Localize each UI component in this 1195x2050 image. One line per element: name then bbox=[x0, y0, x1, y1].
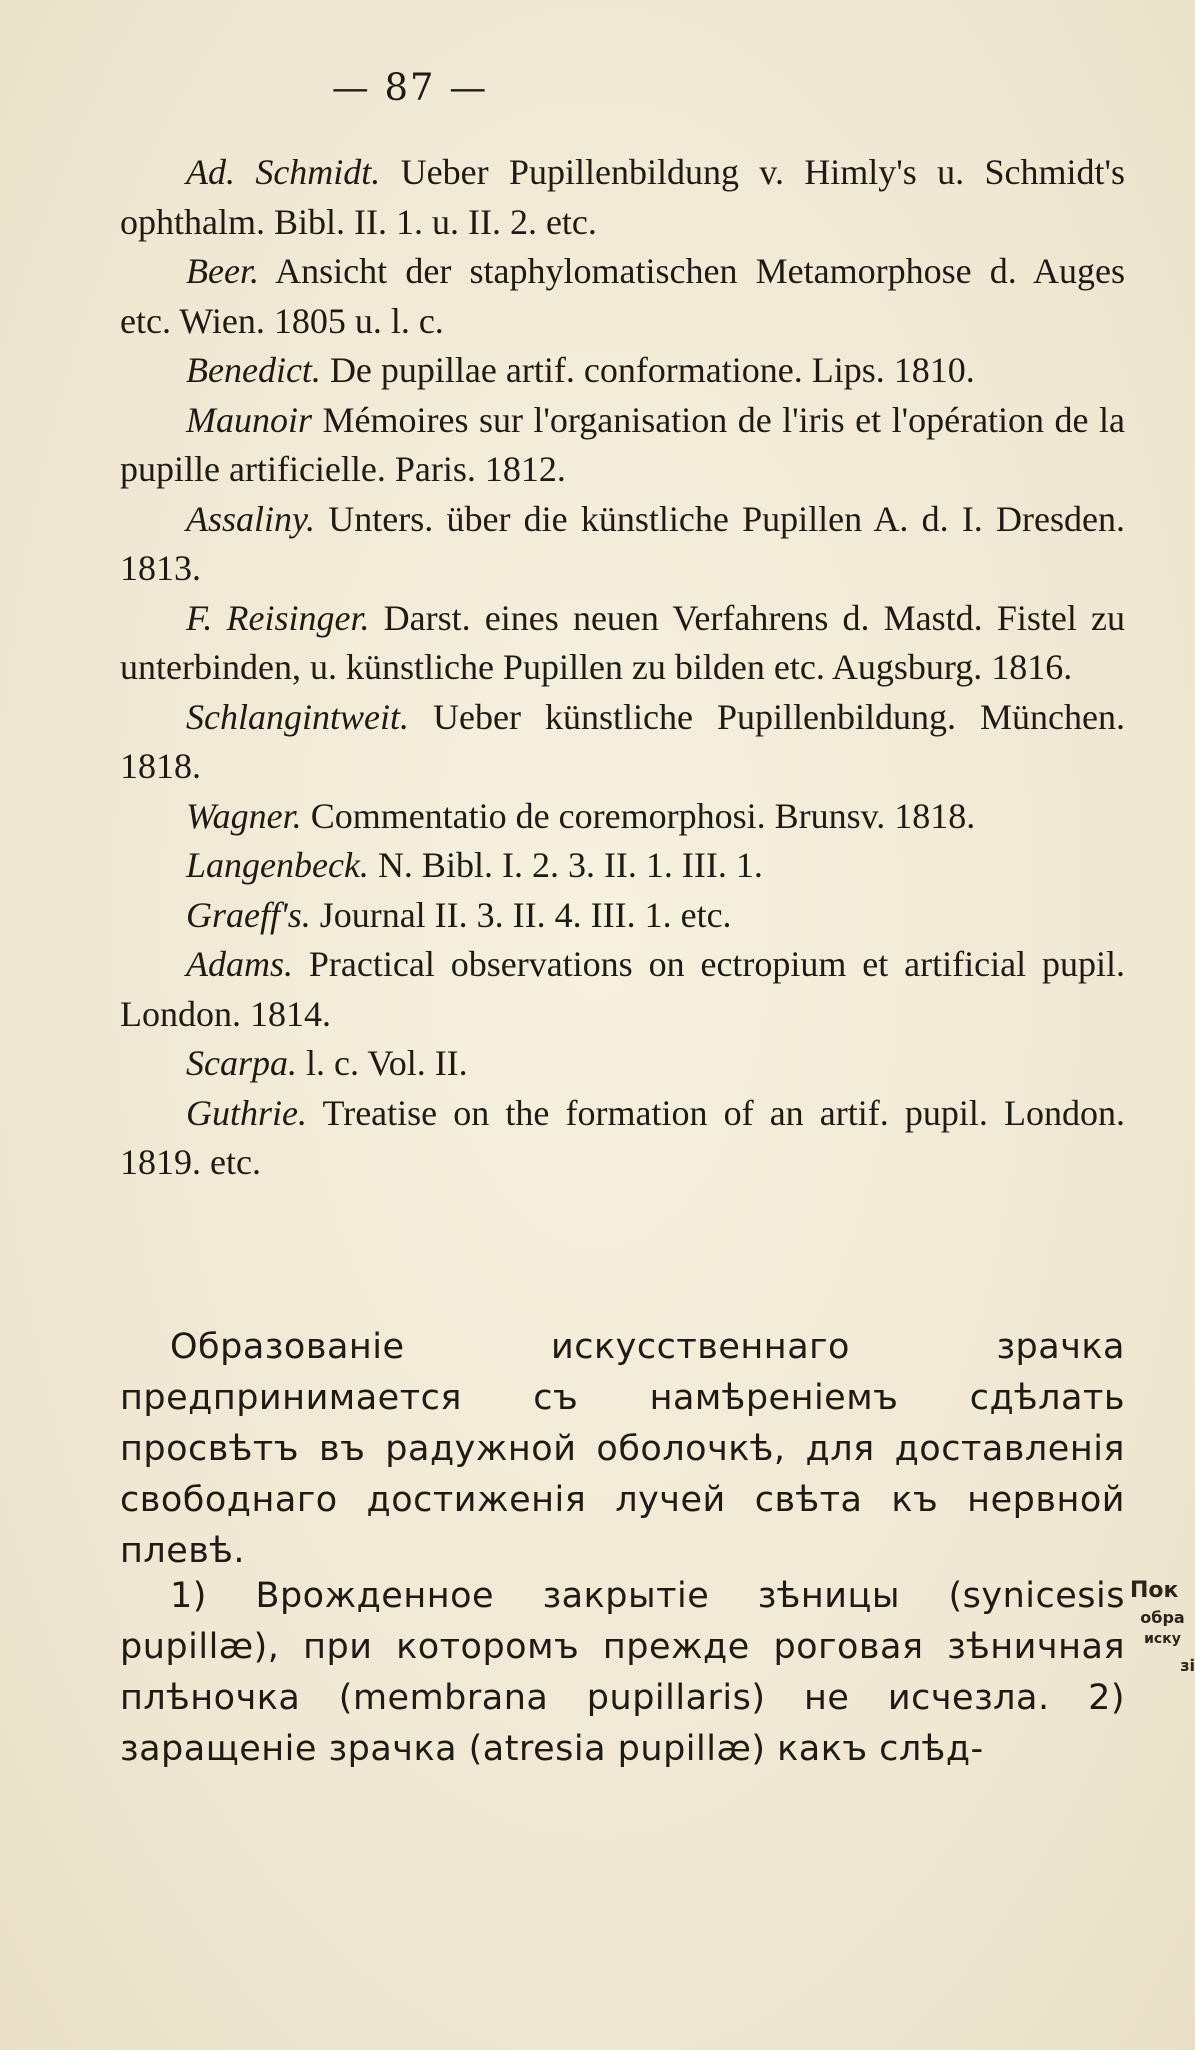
entry-author: Langenbeck. bbox=[186, 845, 369, 885]
bibliography-entry bbox=[120, 594, 1125, 693]
entry-text: Mémoires sur l'organisation de l'iris et l'opération de la pupille artificielle. Paris. 1812. bbox=[120, 399, 1125, 489]
bibliography-entry bbox=[120, 247, 1125, 346]
margin-note-line: Пок bbox=[1130, 1580, 1179, 1602]
margin-note-line: иску bbox=[1144, 1632, 1181, 1646]
body-paragraph: Образованіе искусственнаго зрачка предпринимается съ намѣреніемъ сдѣлать просвѣтъ въ радужной оболочкѣ, для доставленія свободнаго достиженія лучей свѣта къ нервной плевѣ. bbox=[120, 1327, 1125, 1571]
bibliography-entry bbox=[120, 346, 1125, 396]
bibliography-entry bbox=[120, 1039, 1125, 1089]
entry-text: N. Bibl. I. 2. 3. II. 1. III. 1. bbox=[368, 845, 763, 885]
entry-author: Maunoir bbox=[186, 399, 312, 440]
bibliography-entry bbox=[120, 792, 1125, 842]
entry-author: Wagner. bbox=[186, 795, 302, 836]
entry-text: Journal II. 3. II. 4. III. 1. etc. bbox=[310, 894, 732, 935]
entry-text: Ueber Pupillenbildung v. Himly's u. Schmidt's ophthalm. Bibl. II. 1. u. II. 2. etc. bbox=[120, 152, 1125, 242]
entry-text: Ansicht der staphylomatischen Metamorphose d. Auges etc. Wien. 1805 u. l. c. bbox=[120, 251, 1125, 341]
entry-text: Ueber künstliche Pupillenbildung. München. 1818. bbox=[120, 696, 1125, 786]
entry-author: Guthrie. bbox=[186, 1092, 307, 1133]
entry-author: Graeff's. bbox=[186, 894, 311, 935]
entry-author: F. Reisinger. bbox=[186, 597, 370, 638]
margin-note-line: обра bbox=[1140, 1610, 1185, 1626]
margin-note bbox=[1130, 1580, 1195, 1674]
bibliography-entry bbox=[120, 148, 1125, 247]
entry-text: Unters. über die künstliche Pupillen A. d. I. Dresden. 1813. bbox=[120, 498, 1125, 588]
bibliography-entry bbox=[120, 1089, 1125, 1188]
entry-text: Practical observations on ectropium et artificial pupil. London. 1814. bbox=[120, 944, 1125, 1034]
entry-author: Beer. bbox=[186, 251, 259, 291]
bibliography-entry bbox=[120, 891, 1125, 941]
bibliography-entry bbox=[120, 495, 1125, 594]
entry-author: Benedict. bbox=[186, 350, 321, 390]
entry-author: Adams. bbox=[186, 944, 293, 984]
bibliography-entry bbox=[120, 396, 1125, 495]
entry-author: Ad. Schmidt. bbox=[186, 152, 381, 192]
entry-text: De pupillae artif. conformatione. Lips. 1810. bbox=[320, 350, 975, 390]
entry-author: Schlangintweit. bbox=[186, 696, 409, 737]
entry-text: l. c. Vol. II. bbox=[297, 1043, 468, 1083]
bibliography-list bbox=[120, 148, 1125, 1188]
entry-text: Commentatio de coremorphosi. Brunsv. 1818. bbox=[301, 795, 976, 836]
bibliography-entry bbox=[120, 940, 1125, 1039]
body-paragraph: 1) Врожденное закрытіе зѣницы (synicesis pupillæ), при которомъ прежде роговая зѣничная плѣночка (membrana pupillaris) не исчезла. 2) заращеніе зрачка (atresia pupillæ) какъ слѣд- bbox=[120, 1576, 1125, 1769]
page-number: — 87 — bbox=[331, 66, 489, 109]
entry-text: Darst. eines neuen Verfahrens d. Mastd. Fistel zu unterbinden, u. künstliche Pupillen zu bilden etc. Augsburg. 1816. bbox=[120, 597, 1125, 687]
margin-note-line: зі bbox=[1180, 1658, 1195, 1674]
bibliography-entry bbox=[120, 841, 1125, 891]
entry-author: Scarpa. bbox=[186, 1043, 297, 1083]
entry-text: Treatise on the formation of an artif. pupil. London. 1819. etc. bbox=[120, 1092, 1125, 1182]
bibliography-entry bbox=[120, 693, 1125, 792]
entry-author: Assaliny. bbox=[186, 498, 316, 539]
